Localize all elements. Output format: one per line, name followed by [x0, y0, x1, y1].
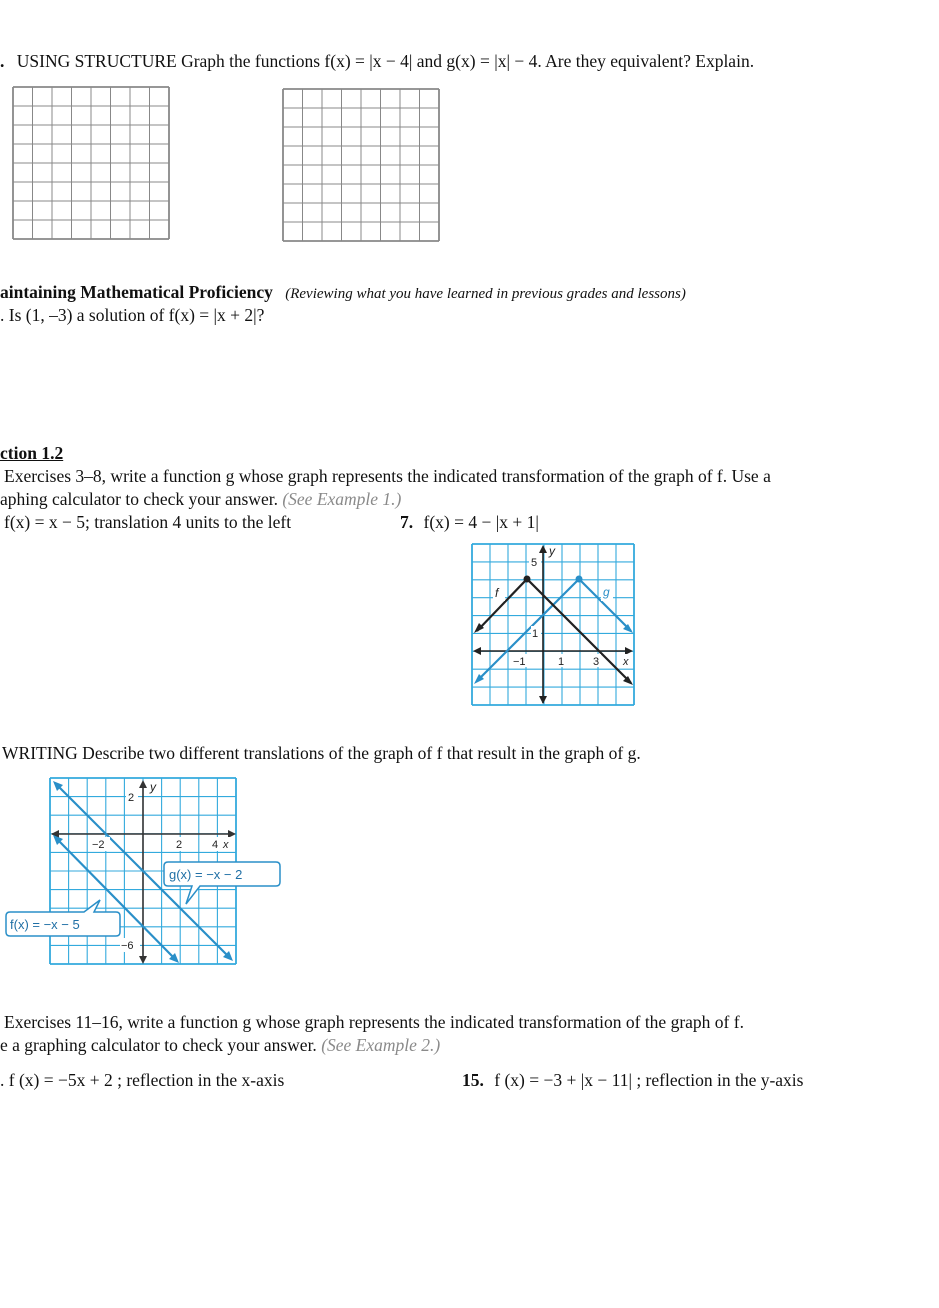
exercise-reflection-x: . f (x) = −5x + 2 ; reflection in the x-axis [0, 1070, 285, 1090]
section-intro-line1: Exercises 3–8, write a function g whose graph represents the indicated transformation of the graph of f. Use a [4, 466, 771, 486]
graphw-y-arrow-up [139, 780, 147, 788]
graph7-tick-neg1: −1 [513, 656, 526, 668]
problem-number: . [0, 51, 5, 71]
exercise-7 [400, 512, 539, 533]
graphw-x-arrow-right [228, 830, 236, 838]
graph7-label-x: x [623, 656, 629, 668]
graphw-callout-g [164, 862, 280, 904]
maintaining-heading-row [0, 282, 686, 303]
problem-structure [0, 51, 754, 72]
graphw-callout-f-text: f(x) = −x − 5 [10, 917, 80, 932]
section-see-example: (See Example 1.) [282, 489, 402, 509]
exercise-7-text: f(x) = 4 − |x + 1| [423, 512, 539, 532]
graphw-tick-2y: 2 [128, 792, 135, 804]
graph7-label-g: g [603, 585, 610, 599]
graphw-tick-2x: 2 [176, 839, 183, 851]
graph7-y-arrow-up [539, 545, 547, 553]
graph7-x-arrow-right [625, 647, 633, 655]
exercise-translation-left: f(x) = x − 5; translation 4 units to the left [4, 512, 292, 532]
graph7-g-vertex [576, 576, 583, 583]
graph-exercise-7 [471, 543, 635, 706]
graph7-tick-5: 5 [531, 557, 538, 569]
exercises-11-16-line1: Exercises 11–16, write a function g whose graph represents the indicated transformation of the graph of f. [4, 1012, 744, 1032]
exercise-15-text: f (x) = −3 + |x − 11| ; reflection in the y-axis [494, 1070, 804, 1090]
graph7-label-y: y [549, 544, 555, 558]
problem-text: USING STRUCTURE Graph the functions f(x) = |x − 4| and g(x) = |x| − 4. Are they equivalent? Explain. [16, 51, 755, 71]
section-title: ction 1.2 [0, 443, 64, 463]
graph-writing [0, 776, 290, 968]
graph7-tick-3: 3 [593, 656, 600, 668]
graphw-tick-4: 4 [212, 839, 219, 851]
writing-prompt: WRITING Describe two different translations of the graph of f that result in the graph of g. [2, 743, 641, 763]
graphw-tick-neg6: −6 [121, 940, 134, 952]
maintaining-question: . Is (1, –3) a solution of f(x) = |x + 2|? [0, 305, 265, 325]
graphw-y-arrow-down [139, 956, 147, 964]
maintaining-subheading: (Reviewing what you have learned in previous grades and lessons) [285, 286, 686, 302]
exercises-11-16-line2: e a graphing calculator to check your answer. [0, 1035, 317, 1055]
section-intro-line2: aphing calculator to check your answer. [0, 489, 278, 509]
graphw-label-y: y [150, 780, 156, 794]
graph7-f-vertex [524, 576, 531, 583]
graph7-label-f: f [495, 586, 499, 600]
graphw-callout-f [6, 900, 120, 936]
blank-grid-left [12, 86, 170, 240]
graph7-y-arrow-down [539, 696, 547, 704]
graphw-label-x: x [223, 839, 229, 851]
blank-grid-right [282, 88, 440, 242]
section-intro-line2-row [0, 489, 401, 510]
maintaining-heading: aintaining Mathematical Proficiency [0, 282, 273, 302]
graphw-f-line [56, 838, 176, 960]
graph7-x-arrow-left [473, 647, 481, 655]
graph7-tick-1x: 1 [558, 656, 565, 668]
exercise-15-number: 15. [462, 1070, 484, 1090]
exercise-7-number: 7. [400, 512, 414, 532]
graph7-tick-1y: 1 [532, 628, 539, 640]
exercises-11-16-see: (See Example 2.) [321, 1035, 441, 1055]
graphw-tick-neg2: −2 [92, 839, 105, 851]
exercises-11-16-line2-row [0, 1035, 440, 1056]
exercise-15 [462, 1070, 803, 1091]
graphw-callout-g-text: g(x) = −x − 2 [169, 867, 243, 882]
